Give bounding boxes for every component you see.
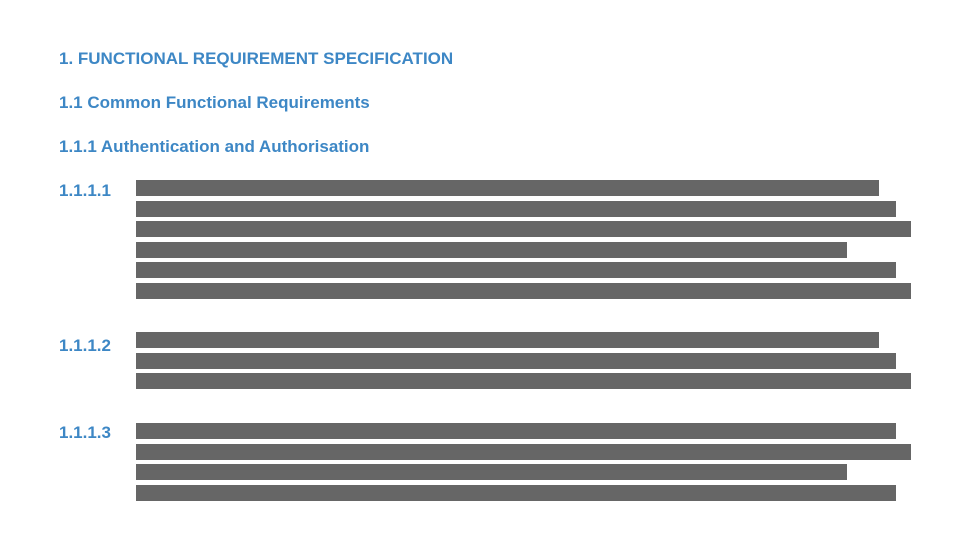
redaction-bar [136,464,847,480]
redacted-text-block [136,180,911,303]
redacted-text-block [136,332,911,394]
redaction-bar [136,353,896,369]
redaction-bar [136,332,879,348]
requirement-number: 1.1.1.1 [59,181,111,200]
redaction-bar [136,180,879,196]
redaction-bar [136,221,911,237]
redaction-bar [136,262,896,278]
redacted-text-block [136,423,911,505]
redaction-bar [136,485,896,501]
redaction-bar [136,283,911,299]
subsection-title: 1.1 Common Functional Requirements [59,93,370,112]
redaction-bar [136,373,911,389]
redaction-bar [136,201,896,217]
requirement-number: 1.1.1.3 [59,423,111,442]
section-title: 1. FUNCTIONAL REQUIREMENT SPECIFICATION [59,49,454,68]
redaction-bar [136,444,911,460]
subsubsection-title: 1.1.1 Authentication and Authorisation [59,137,370,156]
redaction-bar [136,242,847,258]
redaction-bar [136,423,896,439]
requirement-number: 1.1.1.2 [59,336,111,355]
